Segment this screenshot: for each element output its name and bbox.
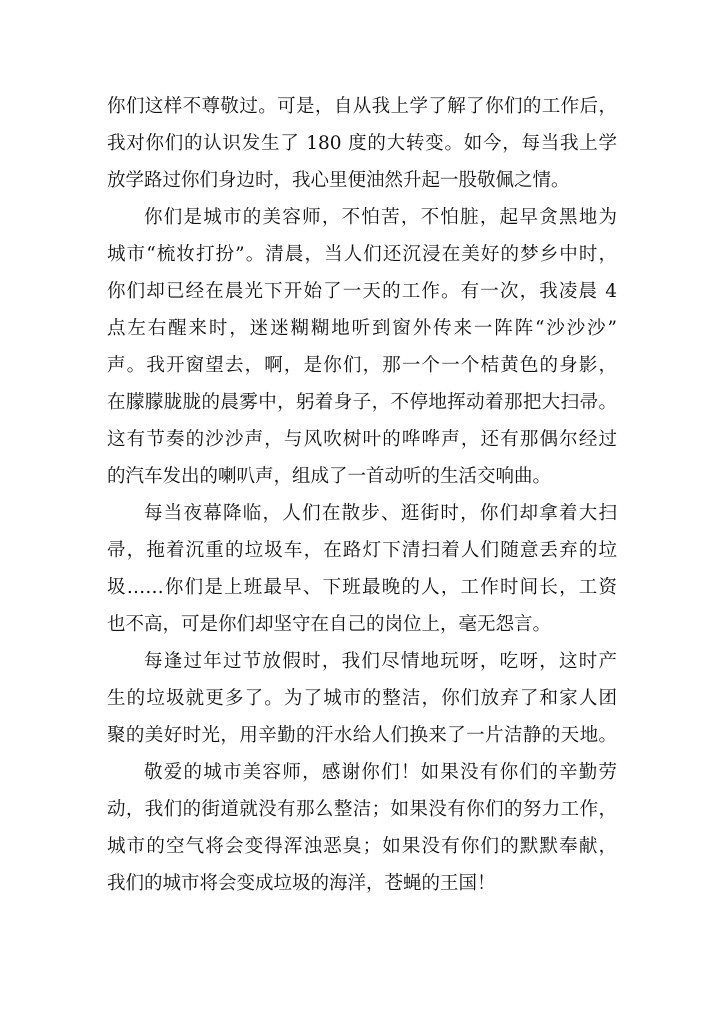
paragraph-first-line: 每当夜幕降临，人们在散步、逛街时，你们却拿着大扫 bbox=[144, 503, 617, 524]
text-line: 点左右醒来时，迷迷糊糊地听到窗外传来一阵阵“沙沙沙” bbox=[107, 318, 617, 339]
text-line: 你们这样不尊敬过。可是，自从我上学了解了你们的工作后， bbox=[107, 96, 617, 117]
text-line: 的汽车发出的喇叭声，组成了一首动听的生活交响曲。 bbox=[107, 466, 552, 487]
text-line: 我对你们的认识发生了 180 度的大转变。如今，每当我上学 bbox=[107, 133, 617, 154]
text-line: 城市“梳妆打扮”。清晨，当人们还沉浸在美好的梦乡中时， bbox=[107, 244, 617, 265]
text-line: 声。我开窗望去，啊，是你们，那一个一个桔黄色的身影， bbox=[107, 355, 617, 376]
text-line: 帚，拖着沉重的垃圾车，在路灯下清扫着人们随意丢弃的垃 bbox=[107, 540, 617, 561]
paragraph-first-line: 每逢过年过节放假时，我们尽情地玩呀，吃呀，这时产 bbox=[144, 651, 617, 672]
paragraph-first-line: 敬爱的城市美容师，感谢你们！如果没有你们的辛勤劳 bbox=[144, 762, 617, 783]
text-line: 我们的城市将会变成垃圾的海洋，苍蝇的王国！ bbox=[107, 873, 496, 894]
text-line: 城市的空气将会变得浑浊恶臭；如果没有你们的默默奉献， bbox=[107, 836, 617, 857]
text-line: 这有节奏的沙沙声，与风吹树叶的哗哗声，还有那偶尔经过 bbox=[107, 429, 617, 450]
text-line: 也不高，可是你们却坚守在自己的岗位上，毫无怨言。 bbox=[107, 614, 552, 635]
text-line: 放学路过你们身边时，我心里便油然升起一股敬佩之情。 bbox=[107, 170, 570, 191]
paragraph-first-line: 你们是城市的美容师，不怕苦，不怕脏，起早贪黑地为 bbox=[144, 207, 617, 228]
text-line: 在朦朦胧胧的晨雾中，躬着身子，不停地挥动着那把大扫帚。 bbox=[107, 392, 617, 413]
essay-body bbox=[107, 88, 617, 902]
text-line: 动，我们的街道就没有那么整洁；如果没有你们的努力工作， bbox=[107, 799, 617, 820]
text-line: 聚的美好时光，用辛勤的汗水给人们换来了一片洁静的天地。 bbox=[107, 725, 617, 746]
text-line: 你们却已经在晨光下开始了一天的工作。有一次，我凌晨 4 bbox=[107, 281, 617, 302]
text-line: 圾……你们是上班最早、下班最晚的人，工作时间长，工资 bbox=[107, 577, 617, 598]
text-line: 生的垃圾就更多了。为了城市的整洁，你们放弃了和家人团 bbox=[107, 688, 617, 709]
